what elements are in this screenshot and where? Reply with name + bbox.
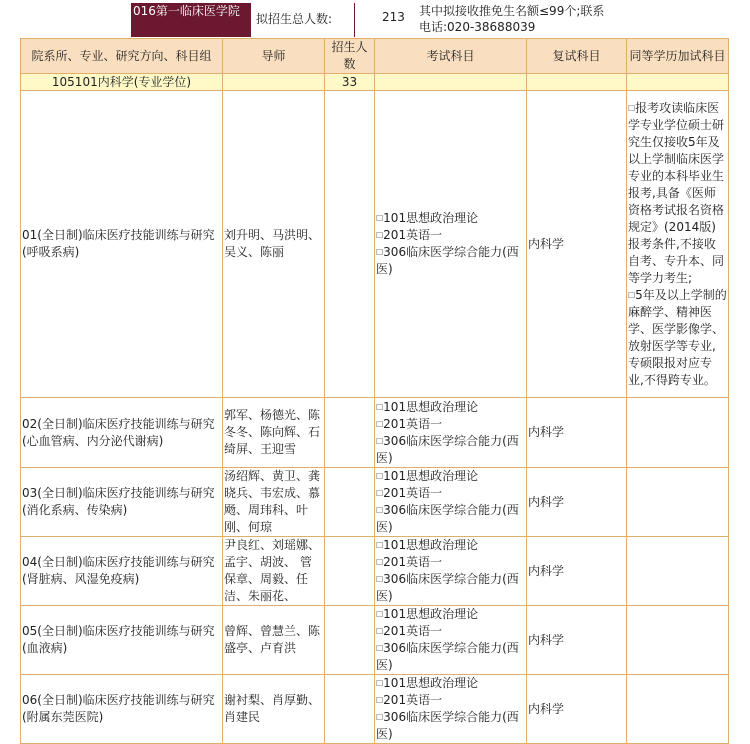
- checkbox-icon: ☐: [376, 696, 384, 705]
- table-row: [21, 606, 729, 675]
- equiv-cell: [627, 606, 729, 675]
- advisor-cell: 刘升明、马洪明、吴义、陈丽: [223, 91, 325, 398]
- checkbox-icon: ☐: [376, 436, 384, 446]
- direction-cell: 04(全日制)临床医疗技能训练与研究(肾脏病、风湿免疫病): [21, 537, 223, 606]
- retest-cell: 内科学: [527, 606, 627, 675]
- exam-subject: 201英语一: [383, 624, 443, 638]
- exam-cell: [375, 606, 527, 675]
- quota-cell: [325, 398, 375, 468]
- advisor-cell: 曾辉、曾慧兰、陈盛亭、卢育洪: [223, 606, 325, 675]
- table-row: [21, 468, 729, 537]
- retest-cell: 内科学: [527, 468, 627, 537]
- exam-subject: 101思想政治理论: [383, 399, 479, 414]
- equiv-cell: [627, 468, 729, 537]
- checkbox-icon: ☐: [376, 575, 384, 584]
- direction-cell: 03(全日制)临床医疗技能训练与研究(消化系病、传染病): [21, 468, 223, 537]
- table-row: [21, 675, 729, 744]
- exam-subject: 201英语一: [383, 416, 443, 431]
- quota-cell: [325, 537, 375, 606]
- exam-subject: 201英语一: [383, 693, 443, 707]
- checkbox-icon: ☐: [376, 506, 384, 515]
- quota-cell: [325, 91, 375, 398]
- checkbox-icon: ☐: [376, 627, 384, 636]
- exam-cell: [375, 675, 527, 744]
- exam-subject: 201英语一: [383, 486, 443, 500]
- contact-note-line2: 电话:020-38688039: [419, 20, 536, 34]
- equiv-cell: [627, 675, 729, 744]
- enrollment-table: [20, 38, 729, 744]
- page-header: [0, 0, 750, 38]
- equiv-cell: [627, 91, 729, 398]
- checkbox-icon: ☐: [376, 558, 384, 567]
- direction-cell: 05(全日制)临床医疗技能训练与研究(血液病): [21, 606, 223, 675]
- checkbox-icon: ☐: [376, 713, 384, 722]
- checkbox-icon: ☐: [376, 231, 384, 240]
- exam-cell: [375, 91, 527, 398]
- advisor-cell: 谢衬梨、肖厚勤、肖建民: [223, 675, 325, 744]
- table-row: [21, 398, 729, 468]
- program-equiv-empty: [627, 74, 729, 91]
- exam-subject: 306临床医学综合能力(西医): [376, 641, 519, 672]
- col-header-retest: 复试科目: [527, 39, 627, 74]
- program-retest-empty: [527, 74, 627, 91]
- col-header-quota: 招生人数: [325, 39, 375, 74]
- checkbox-icon: ☐: [376, 541, 384, 550]
- exam-subject: 306临床医学综合能力(西医): [376, 572, 519, 603]
- contact-note-line1: 其中拟接收推免生名额≤99个;联系: [419, 4, 605, 18]
- col-header-dept: 院系所、专业、研究方向、科目组: [21, 39, 223, 74]
- exam-subject: 306临床医学综合能力(西医): [376, 503, 519, 534]
- program-exam-empty: [375, 74, 527, 91]
- direction-cell: 02(全日制)临床医疗技能训练与研究(心血管病、内分泌代谢病): [21, 398, 223, 468]
- exam-subject: 306临床医学综合能力(西医): [376, 433, 519, 465]
- direction-cell: 06(全日制)临床医疗技能训练与研究(附属东莞医院): [21, 675, 223, 744]
- checkbox-icon: ☐: [376, 402, 384, 412]
- exam-subject: 306临床医学综合能力(西医): [376, 245, 519, 276]
- retest-cell: 内科学: [527, 91, 627, 398]
- program-row: [21, 74, 729, 91]
- col-header-advisor: 导师: [223, 39, 325, 74]
- checkbox-icon: ☐: [376, 679, 384, 688]
- equiv-note-1: 报考攻读临床医学专业学位硕士研究生仅接收5年及以上学制临床医学专业的本科毕业生报考,具备《医师资格考试报名资格规定》(2014版)报考条件,不接收自考、专升本、同等学力考生;: [628, 100, 725, 285]
- retest-cell: 内科学: [527, 675, 627, 744]
- checkbox-icon: ☐: [376, 214, 384, 223]
- exam-subject: 101思想政治理论: [383, 538, 479, 552]
- checkbox-icon: ☐: [376, 472, 384, 481]
- checkbox-icon: ☐: [376, 419, 384, 429]
- exam-subject: 101思想政治理论: [383, 607, 479, 621]
- checkbox-icon: ☐: [376, 610, 384, 619]
- header-divider: [354, 3, 355, 37]
- program-name: 105101内科学(专业学位): [21, 74, 223, 91]
- exam-subject: 201英语一: [383, 228, 443, 242]
- advisor-cell: 汤绍辉、黄卫、龚晓兵、韦宏成、慕飏、周玮科、叶刚、何琼: [223, 468, 325, 537]
- checkbox-icon: ☐: [628, 290, 636, 300]
- equiv-cell: [627, 398, 729, 468]
- enroll-total-value: 213: [382, 10, 405, 24]
- program-advisor-empty: [223, 74, 325, 91]
- table-header-row: [21, 39, 729, 74]
- quota-cell: [325, 468, 375, 537]
- exam-subject: 101思想政治理论: [383, 676, 479, 690]
- quota-cell: [325, 675, 375, 744]
- checkbox-icon: ☐: [376, 489, 384, 498]
- enroll-total-label: 拟招生总人数:: [256, 12, 333, 26]
- checkbox-icon: ☐: [376, 248, 384, 257]
- exam-subject: 201英语一: [383, 555, 443, 569]
- exam-cell: [375, 398, 527, 468]
- checkbox-icon: ☐: [628, 103, 636, 113]
- equiv-cell: [627, 537, 729, 606]
- table-row: [21, 537, 729, 606]
- exam-cell: [375, 537, 527, 606]
- equiv-note-2: 5年及以上学制的麻醉学、精神医学、医学影像学、放射医学等专业,专硕限报对应专业,不得跨专业。: [628, 287, 727, 387]
- retest-cell: 内科学: [527, 398, 627, 468]
- col-header-exam: 考试科目: [375, 39, 527, 74]
- contact-note: [419, 3, 629, 35]
- department-title: 016第一临床医学院: [131, 3, 251, 37]
- quota-cell: [325, 606, 375, 675]
- exam-subject: 101思想政治理论: [383, 211, 479, 225]
- exam-subject: 306临床医学综合能力(西医): [376, 710, 519, 741]
- program-quota: 33: [325, 74, 375, 91]
- direction-cell: 01(全日制)临床医疗技能训练与研究(呼吸系病): [21, 91, 223, 398]
- table-row: [21, 91, 729, 398]
- col-header-equiv: 同等学历加试科目: [627, 39, 729, 74]
- exam-cell: [375, 468, 527, 537]
- advisor-cell: 尹良红、刘瑶娜、孟宇、胡波、 管保章、周毅、任洁、朱丽花、: [223, 537, 325, 606]
- exam-subject: 101思想政治理论: [383, 469, 479, 483]
- advisor-cell: 郭军、杨德光、陈冬冬、陈向辉、石绮屏、王迎雪: [223, 398, 325, 468]
- checkbox-icon: ☐: [376, 644, 384, 653]
- retest-cell: 内科学: [527, 537, 627, 606]
